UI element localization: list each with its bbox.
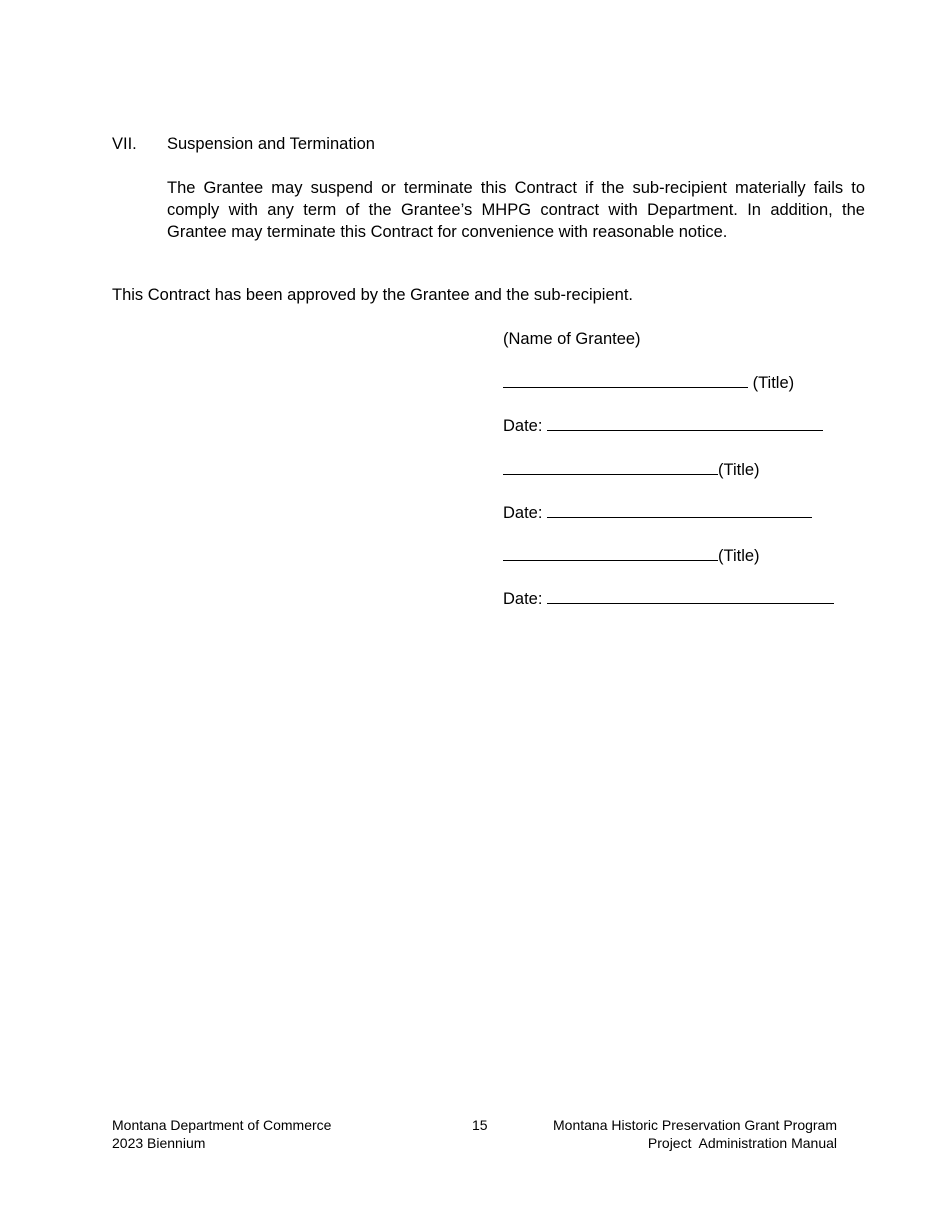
signature-block <box>503 329 903 631</box>
footer-biennium: 2023 Biennium <box>112 1135 206 1151</box>
signature-blank-2[interactable] <box>503 459 718 475</box>
date-line-1 <box>503 415 903 458</box>
footer-right <box>553 1116 837 1152</box>
title-label-1: (Title) <box>752 374 795 393</box>
section-title: Suspension and Termination <box>167 135 375 153</box>
date-line-2 <box>503 502 903 545</box>
date-line-3 <box>503 588 903 631</box>
signature-line-1 <box>503 372 903 415</box>
signature-blank-1[interactable] <box>503 372 748 388</box>
section-paragraph: The Grantee may suspend or terminate this Contract if the sub-recipient materially fails to comply with any term of the Grantee’s MHPG contract with Department. In addition, the Grantee may terminate this Contract for convenience with reasonable notice. <box>167 179 865 241</box>
title-label-3: (Title) <box>718 546 760 565</box>
date-blank-2[interactable] <box>547 502 812 518</box>
section-number: VII. <box>112 135 137 153</box>
date-label-2: Date: <box>503 503 543 522</box>
page-number: 15 <box>472 1117 488 1133</box>
section-heading <box>112 134 375 154</box>
signature-line-2 <box>503 459 903 502</box>
date-label-3: Date: <box>503 590 543 609</box>
footer-manual: Project Administration Manual <box>647 1135 837 1151</box>
footer-department: Montana Department of Commerce <box>112 1117 332 1133</box>
signature-blank-3[interactable] <box>503 545 718 561</box>
date-blank-3[interactable] <box>547 588 834 604</box>
date-blank-1[interactable] <box>547 415 823 431</box>
grantee-name-label: (Name of Grantee) <box>503 330 641 348</box>
approval-statement: This Contract has been approved by the Grantee and the sub-recipient. <box>112 286 633 304</box>
signature-line-3 <box>503 545 903 588</box>
footer-left <box>112 1116 331 1152</box>
footer-program: Montana Historic Preservation Grant Program <box>553 1117 837 1133</box>
grantee-name-line <box>503 329 903 372</box>
date-label-1: Date: <box>503 417 543 436</box>
title-label-2: (Title) <box>718 460 760 479</box>
